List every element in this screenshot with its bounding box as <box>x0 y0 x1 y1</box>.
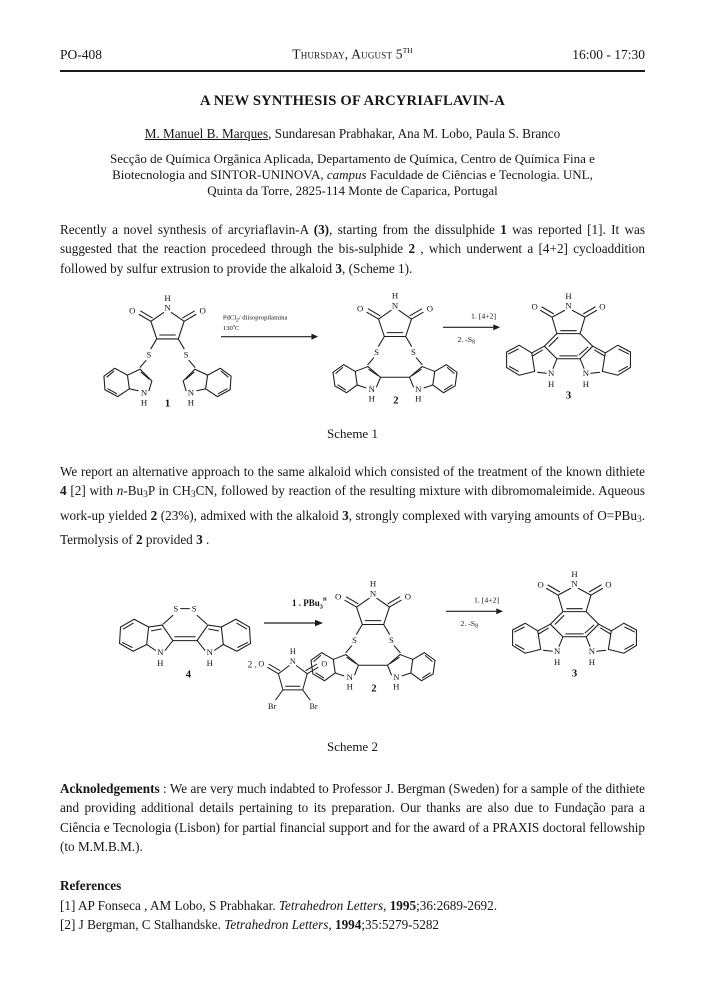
cycloaddition-step: 1. [4+2] <box>474 595 500 605</box>
text-segment: , <box>383 897 390 913</box>
atom-label: Br <box>268 701 277 711</box>
affiliation-line-3: Quinta da Torre, 2825-114 Monte de Caparica, Portugal <box>207 183 498 199</box>
atom-label: H <box>164 292 171 303</box>
compound-1-structure <box>102 292 237 408</box>
atom-label: O <box>605 579 612 590</box>
text-segment: Tetrahedron Letters <box>278 897 384 913</box>
step-subscript: 8 <box>475 623 479 630</box>
compound-1-label: 1 <box>164 397 171 408</box>
atom-label: N <box>588 645 596 656</box>
reaction-arrow-1 <box>220 310 320 344</box>
references-section <box>60 876 645 934</box>
atom-label: S <box>191 603 197 614</box>
text-segment: ;36:2689-2692. <box>416 897 498 913</box>
compound-2-label: 2 <box>393 395 399 405</box>
bond-lines <box>311 597 435 681</box>
compound-2-structure <box>332 290 458 404</box>
atom-label: N <box>289 656 296 666</box>
reaction-arrow-2 <box>445 590 505 635</box>
atom-label: H <box>582 378 590 389</box>
scheme-2-figure <box>60 564 645 734</box>
atom-label: O <box>599 301 606 312</box>
bond-lines <box>104 311 231 397</box>
date-ordinal-suffix: TH <box>402 46 413 55</box>
compound-4-structure <box>105 596 265 688</box>
atom-label: H <box>393 681 400 692</box>
atom-label: H <box>187 397 195 408</box>
atom-label: H <box>571 569 578 579</box>
atom-label: H <box>415 393 422 404</box>
text-segment: We report an alternative approach to the same alkaloid which consisted of the treatment of the known dithiete <box>60 463 645 479</box>
atom-label: H <box>140 397 148 408</box>
atom-label: Br <box>309 701 318 711</box>
text-segment: campus <box>326 166 367 182</box>
atom-label: S <box>146 349 152 360</box>
reagent-part: PdCl <box>222 314 237 322</box>
text-segment: Biotecnologia and SINTOR-UNINOVA, <box>112 166 327 182</box>
atom-label: H <box>547 378 555 389</box>
arrowhead <box>311 334 318 340</box>
atom-label: N <box>582 368 590 379</box>
atom-label: H <box>157 657 164 668</box>
affiliation-line-2 <box>60 167 645 183</box>
atom-label: S <box>183 349 189 360</box>
poster-code: PO-408 <box>60 46 103 62</box>
acknowledgements-paragraph <box>60 779 645 857</box>
text-segment: CN, followed by reaction of the resulting mixture with dibromomaleimide. Aqueous work-up yielded <box>60 483 646 523</box>
text-segment: 3 <box>196 532 203 548</box>
atom-label: N <box>547 368 555 379</box>
text-segment: -Bu <box>123 483 144 499</box>
text-segment: 3 <box>190 490 196 501</box>
text-segment: [2] with <box>66 483 117 499</box>
authors-line <box>60 126 645 142</box>
atom-label: H <box>369 578 377 589</box>
text-segment: n <box>116 483 124 499</box>
atom-label: N <box>415 383 422 394</box>
atom-label: H <box>346 681 353 692</box>
bond-lines <box>333 309 457 393</box>
text-segment: Recently a novel synthesis of arcyriaflavin-A <box>60 221 314 237</box>
text-segment: 1 <box>500 221 507 237</box>
atom-label: H <box>206 657 213 668</box>
reference-item-2 <box>60 915 645 934</box>
reagent-subscript: 2 <box>236 317 239 324</box>
atom-label: N <box>140 387 148 398</box>
text-segment: 4 <box>60 483 67 499</box>
intro-paragraph <box>60 220 645 278</box>
text-segment: , <box>328 917 335 933</box>
reaction-arrow-2 <box>442 306 502 351</box>
reagent-part: / diisopropilamina <box>238 314 288 322</box>
approach-paragraph <box>60 462 645 550</box>
text-segment: 2 <box>150 507 158 523</box>
atom-label: O <box>321 659 328 669</box>
sulfur-extrusion-step <box>460 619 478 630</box>
text-segment: 2 <box>408 241 416 257</box>
compound-2-label: 2 <box>371 683 377 693</box>
scheme-1-figure <box>60 288 645 412</box>
affiliation <box>60 151 645 200</box>
text-segment: ;35:5279-5282 <box>361 917 440 933</box>
atom-label: N <box>346 671 353 682</box>
text-segment: 3 <box>335 260 343 276</box>
atom-label: N <box>369 588 377 599</box>
atom-label: N <box>157 646 164 657</box>
atom-label: O <box>334 591 342 602</box>
compound-3-structure <box>500 570 650 678</box>
text-segment: , strongly complexed with varying amounts of O=PBu <box>348 507 637 523</box>
atom-label: S <box>388 634 394 645</box>
compound-4-label: 4 <box>185 669 192 681</box>
atom-label: N <box>368 383 375 394</box>
atom-label: O <box>356 303 364 314</box>
text-segment: 3 <box>636 514 642 525</box>
text-segment: was reported [1]. It was suggested that the reaction procedeed through the bis-sulphide <box>60 221 645 257</box>
atom-label: O <box>258 659 265 669</box>
atom-label: S <box>352 634 358 645</box>
scheme-1-caption: Scheme 1 <box>327 425 378 441</box>
text-segment: : We are very much indabted to Professor J. Bergman (Sweden) for a sample of the dithiete and providing additional details pertaining to its preparation. Our thanks are also due to Fundação para a Ciência e Tecnologia (Lisbon) for partial financial support and for the award of a PRAXIS doctoral fellowship (to M.M.B.M.). <box>60 780 645 854</box>
atom-label: O <box>426 303 434 314</box>
bond-lines <box>513 585 637 653</box>
reagent-text <box>223 314 288 323</box>
atom-label: N <box>187 387 195 398</box>
atom-label: N <box>565 300 572 311</box>
sulfur-extrusion-step <box>457 335 475 346</box>
atom-label: N <box>553 645 561 656</box>
atom-label: N <box>391 300 399 311</box>
step-subscript: 3 <box>319 603 324 611</box>
text-segment: Faculdade de Ciências e Tecnologia. UNL, <box>366 166 593 182</box>
step-text: 1 . PBu <box>292 597 320 608</box>
reference-item-1 <box>60 896 645 915</box>
compound-3-label: 3 <box>571 668 578 679</box>
text-segment: Acknoledgements <box>60 780 160 796</box>
atom-label: O <box>537 579 544 590</box>
step-text: 2. -S <box>457 334 473 344</box>
text-segment: , (Scheme 1). <box>342 260 413 276</box>
text-segment: 3 <box>143 490 148 501</box>
text-segment: 1995 <box>389 897 417 913</box>
atom-label: N <box>206 646 213 657</box>
affiliation-line-1: Secção de Química Orgânica Aplicada, Departamento de Química, Centro de Química Fina e <box>110 150 595 166</box>
step-2-marker: 2 . <box>247 659 257 670</box>
atom-label: H <box>588 656 596 667</box>
text-segment: (3) <box>313 221 330 237</box>
compound-2-structure <box>310 578 436 692</box>
text-segment: 2 <box>136 532 143 548</box>
session-header <box>60 46 645 72</box>
references-heading: References <box>60 878 122 894</box>
session-date-text: Thursday, August 5 <box>292 46 403 62</box>
atom-label: H <box>565 291 572 301</box>
atom-label: N <box>164 302 171 313</box>
conditions-text: 130ºC <box>222 324 240 332</box>
paper-title: A NEW SYNTHESIS OF ARCYRIAFLAVIN-A <box>200 92 505 109</box>
text-segment: P in CH <box>147 483 191 499</box>
scheme-2-caption: Scheme 2 <box>327 738 378 754</box>
atom-label: O <box>199 305 206 316</box>
atom-label: H <box>553 656 561 667</box>
atom-label: N <box>393 671 400 682</box>
session-date <box>292 46 412 63</box>
compound-3-label: 3 <box>565 390 572 401</box>
text-segment: 1994 <box>334 917 362 933</box>
text-segment: , which underwent a [4+2] cycloaddition followed by sulfur extrusion to provide the alkaloid <box>60 241 645 276</box>
step-subscript: 8 <box>472 339 476 346</box>
text-segment: . <box>202 532 210 548</box>
atom-label: O <box>531 301 538 312</box>
text-segment: , starting from the dissulphide <box>329 221 501 237</box>
text-segment: Tetrahedron Letters <box>224 917 329 933</box>
text-segment: 3 <box>342 507 349 523</box>
step-superscript: n <box>323 595 327 603</box>
text-segment: . Termolysis of <box>60 507 645 548</box>
atom-label: N <box>571 578 578 589</box>
bond-lines <box>507 307 631 375</box>
text-segment: (23%), admixed with the alkaloid <box>157 507 343 523</box>
text-segment: provided <box>142 532 197 548</box>
atom-label: O <box>129 305 136 316</box>
text-segment: [1] AP Fonseca , AM Lobo, S Prabhakar. <box>60 897 279 913</box>
bond-lines <box>120 608 251 651</box>
atom-label: H <box>289 646 296 656</box>
atom-label: S <box>410 346 416 357</box>
text-segment: [2] J Bergman, C Stalhandske. <box>60 917 225 933</box>
atom-label: S <box>173 603 179 614</box>
step-text: 2. -S <box>460 618 476 628</box>
presenting-author: M. Manuel B. Marques <box>144 125 269 141</box>
compound-3-structure <box>494 292 644 400</box>
atom-label: S <box>374 346 380 357</box>
atom-label: H <box>368 393 375 404</box>
session-time: 16:00 - 17:30 <box>572 46 645 62</box>
coauthors: , Sundaresan Prabhakar, Ana M. Lobo, Paula S. Branco <box>268 125 561 141</box>
atom-label: H <box>391 290 399 301</box>
atom-label: O <box>404 591 412 602</box>
cycloaddition-step: 1. [4+2] <box>471 311 497 321</box>
